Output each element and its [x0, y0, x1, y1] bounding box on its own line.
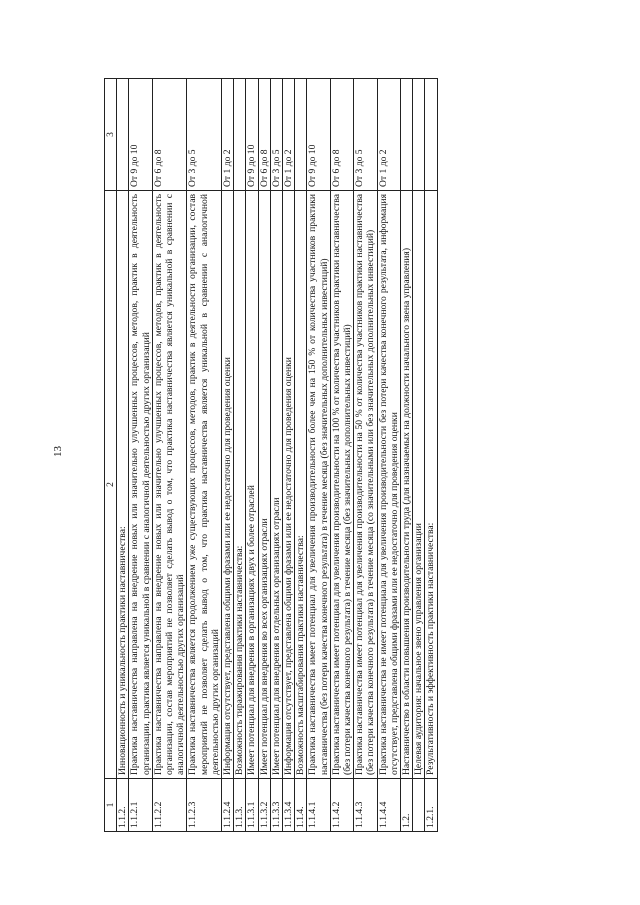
score-range-cell: От 1 до 2: [222, 79, 234, 191]
row-number-cell: 1.1.3.: [234, 779, 246, 832]
criterion-text-cell: Информация отсутствует, представлена общими фразами или ее недостаточно для проведения оценки: [222, 191, 234, 779]
score-range-cell: От 1 до 2: [283, 79, 295, 191]
table-row: [117, 79, 129, 832]
score-range-cell: От 9 до 10: [129, 79, 152, 191]
score-range-cell: От 3 до 5: [187, 79, 222, 191]
score-range-cell: [413, 79, 425, 191]
table-header-row: [105, 79, 117, 832]
header-cell-2: 2: [105, 191, 117, 779]
row-number-cell: 1.1.2.4: [222, 779, 234, 832]
row-number-cell: 1.1.4.3: [354, 779, 377, 832]
row-number-cell: 1.1.4.4: [377, 779, 400, 832]
criterion-text-cell: Наставничество в области повышения производительности труда (для назначаемых на должности начального звена управления): [401, 191, 413, 779]
criterion-text-cell: Практика наставничества имеет потенциал для увеличения производительности более чем на 150 % от количества участников практики наставничества (без потери качества конечного результата) в течение месяца (без значительных дополнительных инвестиций): [307, 191, 330, 779]
row-number-cell: 1.1.4.1: [307, 779, 330, 832]
criterion-text-cell: Имеет потенциал для внедрения в организациях двух и более отраслей: [246, 191, 258, 779]
row-number-cell: [413, 779, 425, 832]
table-row: [258, 79, 270, 832]
table-row: [234, 79, 246, 832]
table-row: [307, 79, 330, 832]
score-range-cell: [425, 79, 437, 191]
header-cell-3: 3: [105, 79, 117, 191]
score-range-cell: От 3 до 5: [270, 79, 282, 191]
table-row: [330, 79, 353, 832]
criterion-text-cell: Результативность и эффективность практики наставничества:: [425, 191, 437, 779]
header-cell-1: 1: [105, 779, 117, 832]
criterion-text-cell: Имеет потенциал для внедрения в отдельных организациях отрасли: [270, 191, 282, 779]
criterion-text-cell: Практика наставничества направлена на внедрение новых или значительно улучшенных процессов, методов, практик в деятельность организации, состав мероприятий не позволяет сделать вывод о том, что практика наставничества является уникальной в сравнении с аналогичной деятельностью других организаций: [152, 191, 187, 779]
score-range-cell: [117, 79, 129, 191]
criterion-text-cell: Практика наставничества не имеет потенциала для увеличения производительности без потери качества конечного результата, информация отсутствует, представлена общими фразами или ее недостаточно для проведения оценки: [377, 191, 400, 779]
table-row: [354, 79, 377, 832]
criteria-table: [104, 78, 438, 832]
row-number-cell: 1.1.3.1: [246, 779, 258, 832]
score-range-cell: От 9 до 10: [307, 79, 330, 191]
table-row: [413, 79, 425, 832]
criterion-text-cell: Информация отсутствует, представлена общими фразами или ее недостаточно для проведения оценки: [283, 191, 295, 779]
table-row: [270, 79, 282, 832]
score-range-cell: [295, 79, 307, 191]
row-number-cell: 1.1.3.4: [283, 779, 295, 832]
table-row: [129, 79, 152, 832]
row-number-cell: 1.1.2.2: [152, 779, 187, 832]
score-range-cell: От 9 до 10: [246, 79, 258, 191]
criterion-text-cell: Практика наставничества является продолжением уже существующих процессов, методов, практик в деятельности организации, состав мероприятий не позволяет сделать вывод о том, что практика наставничества является уникальной в сравнении с аналогичной деятельностью других организаций: [187, 191, 222, 779]
score-range-cell: От 1 до 2: [377, 79, 400, 191]
row-number-cell: 1.1.4.: [295, 779, 307, 832]
criterion-text-cell: Имеет потенциал для внедрения во всех организациях отрасли: [258, 191, 270, 779]
criterion-text-cell: Возможность масштабирования практики наставничества:: [295, 191, 307, 779]
row-number-cell: 1.2.1.: [425, 779, 437, 832]
score-range-cell: От 6 до 8: [152, 79, 187, 191]
row-number-cell: 1.1.3.3: [270, 779, 282, 832]
table-row: [295, 79, 307, 832]
row-number-cell: 1.1.2.: [117, 779, 129, 832]
row-number-cell: 1.2.: [401, 779, 413, 832]
score-range-cell: [401, 79, 413, 191]
page-number: 13: [52, 446, 64, 457]
table-row: [377, 79, 400, 832]
table-row: [401, 79, 413, 832]
criterion-text-cell: Практика наставничества направлена на внедрение новых или значительно улучшенных процессов, методов, практик в деятельность организации, практика является уникальной в сравнении с аналогичной деятельностью других организаций: [129, 191, 152, 779]
table-row: [246, 79, 258, 832]
criterion-text-cell: Практика наставничества имеет потенциал для увеличения производительности на 100 % от количества участников практики наставничества (без потери качества конечного результата) в течение месяца (без значительных дополнительных инвестиций): [330, 191, 353, 779]
table-row: [283, 79, 295, 832]
criterion-text-cell: Целевая аудитория: начальное звено управления организации: [413, 191, 425, 779]
table-body: [117, 79, 437, 832]
criterion-text-cell: Возможность тиражирования практики наставничества:: [234, 191, 246, 779]
score-range-cell: От 6 до 8: [258, 79, 270, 191]
rotated-table-container: [104, 78, 608, 832]
row-number-cell: 1.1.2.3: [187, 779, 222, 832]
table-row: [425, 79, 437, 832]
score-range-cell: От 6 до 8: [330, 79, 353, 191]
score-range-cell: [234, 79, 246, 191]
table-row: [187, 79, 222, 832]
row-number-cell: 1.1.4.2: [330, 779, 353, 832]
table-row: [222, 79, 234, 832]
table-row: [152, 79, 187, 832]
row-number-cell: 1.1.2.1: [129, 779, 152, 832]
row-number-cell: 1.1.3.2: [258, 779, 270, 832]
score-range-cell: От 3 до 5: [354, 79, 377, 191]
criterion-text-cell: Практика наставничества имеет потенциал для увеличения производительности на 50 % от количества участников практики наставничества (без потери качества конечного результата) в течение месяца (со значительными или без значительных дополнительных инвестиций): [354, 191, 377, 779]
criterion-text-cell: Инновационность и уникальность практики наставничества:: [117, 191, 129, 779]
